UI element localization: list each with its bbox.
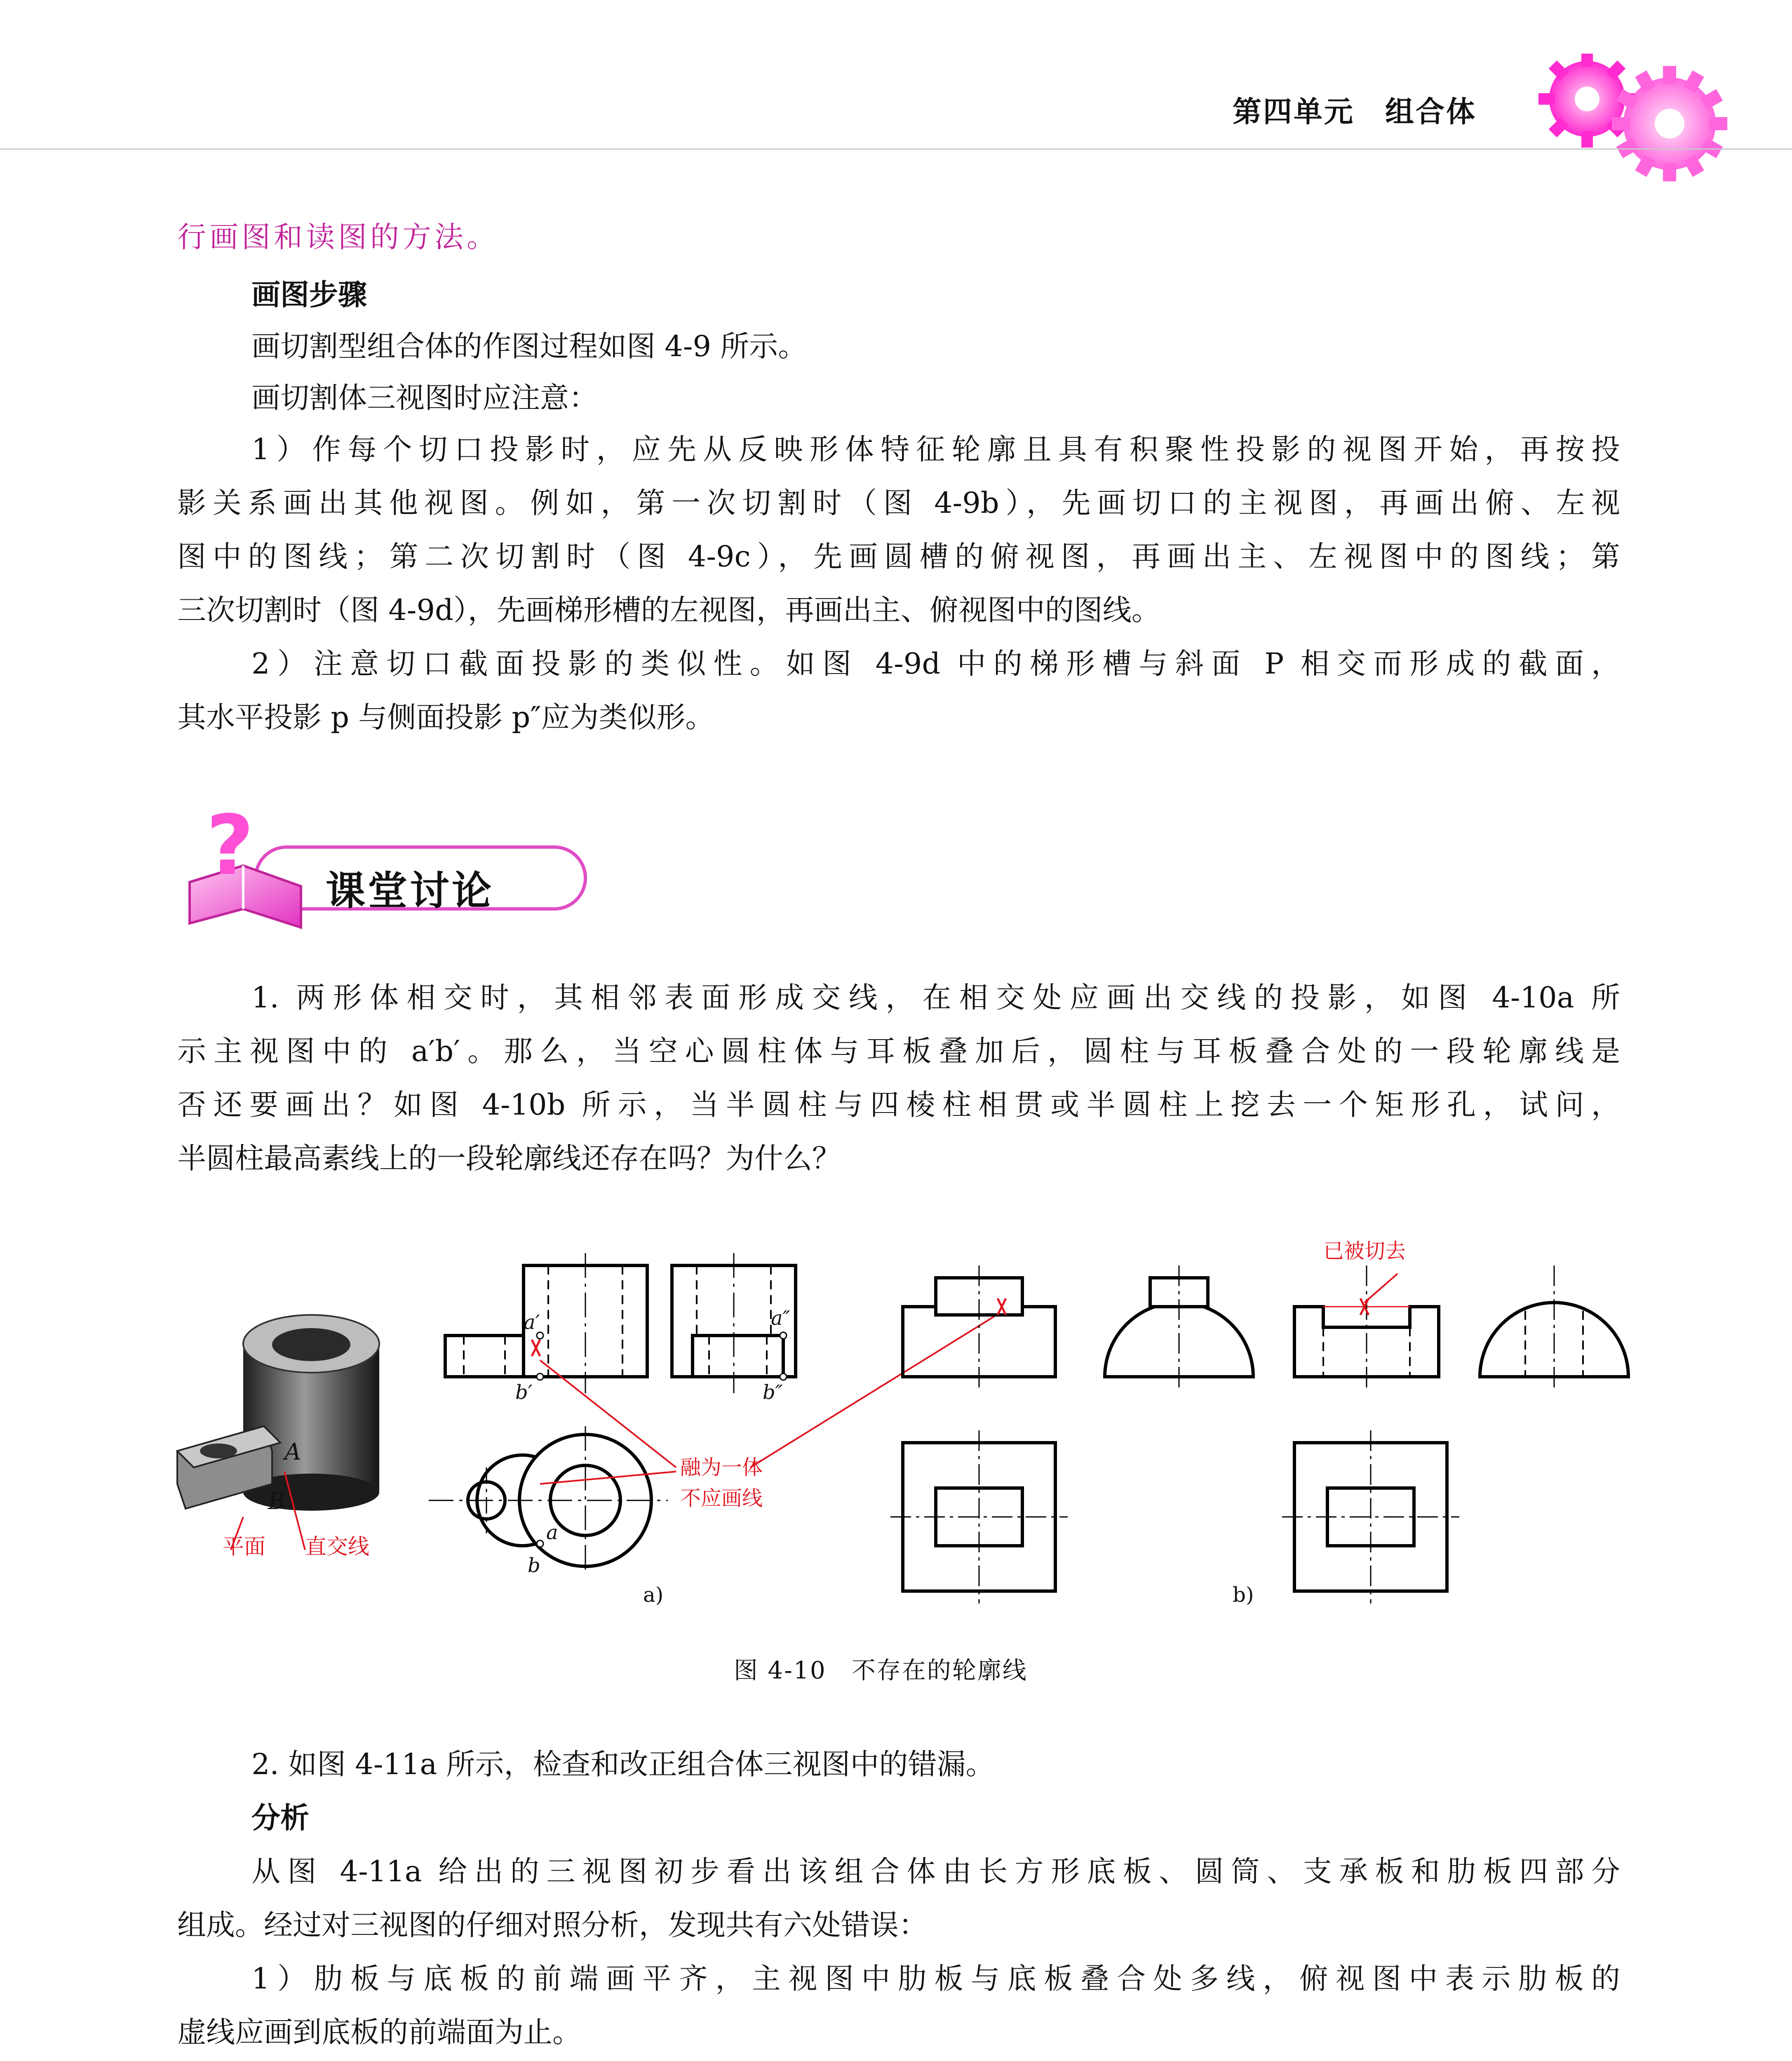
- paragraph-line: 影关系画出其他视图。例如，第一次切割时（图 4-9b），先画切口的主视图，再画出俯、左视: [177, 486, 1620, 520]
- paragraph-line: 虚线应画到底板的前端面为止。: [177, 2015, 581, 2049]
- label-A: A: [284, 1439, 301, 1465]
- label-merged-1: 融为一体: [680, 1455, 763, 1479]
- analysis-heading: 分析: [251, 1801, 309, 1835]
- fig-b-views: [903, 1278, 1253, 1591]
- label-b-prime: b′: [515, 1381, 533, 1404]
- subfigure-a-label: a): [643, 1583, 664, 1607]
- label-a-prime: a′: [524, 1311, 540, 1334]
- subfigure-b-label: b): [1233, 1583, 1254, 1607]
- intro-tail-text: 行画图和读图的方法。: [177, 220, 499, 254]
- fig-a-front-view: [445, 1265, 647, 1377]
- paragraph-line: 1. 两形体相交时，其相邻表面形成交线，在相交处应画出交线的投影，如图 4-10a 所: [251, 981, 1620, 1014]
- paragraph-line: 画切割型组合体的作图过程如图 4-9 所示。: [251, 329, 807, 363]
- paragraph-line: 半圆柱最高素线上的一段轮廓线还存在吗？为什么？: [177, 1141, 841, 1175]
- paragraph-line: 1）肋板与底板的前端画平齐，主视图中肋板与底板叠合处多线，俯视图中表示肋板的: [251, 1962, 1620, 1995]
- paragraph-line: 画切割体三视图时应注意：: [251, 381, 598, 415]
- label-intersect-line: 直交线: [305, 1535, 370, 1559]
- paragraph-line: 其水平投影 p 与侧面投影 p″应为类似形。: [177, 700, 714, 734]
- paragraph-line: 图中的图线；第二次切割时（图 4-9c），先画圆槽的俯视图，再画出主、左视图中的图线；第: [177, 540, 1620, 573]
- svg-text:?: ?: [206, 804, 254, 894]
- label-b: b: [528, 1554, 540, 1577]
- steps-heading: 画图步骤: [251, 278, 367, 312]
- paragraph-line: 2. 如图 4-11a 所示，检查和改正组合体三视图中的错漏。: [251, 1747, 995, 1781]
- paragraph-line: 2）注意切口截面投影的类似性。如图 4-9d 中的梯形槽与斜面 P 相交而形成的截面，: [251, 647, 1620, 681]
- paragraph-line: 否还要画出？如图 4-10b 所示，当半圆柱与四棱柱相贯或半圆柱上挖去一个矩形孔，试问，: [177, 1088, 1620, 1122]
- paragraph-line: 组成。经过对三视图的仔细对照分析，发现共有六处错误：: [177, 1908, 928, 1942]
- label-removed: 已被切去: [1323, 1239, 1406, 1263]
- label-a-double-prime: a″: [771, 1307, 790, 1330]
- cylinder-with-lug-3d: [177, 1315, 379, 1511]
- label-merged-2: 不应画线: [680, 1486, 763, 1510]
- paragraph-line: 1）作每个切口投影时，应先从反映形体特征轮廓且具有积聚性投影的视图开始，再按投: [251, 432, 1620, 466]
- figure-caption: 图 4-10 不存在的轮廓线: [734, 1656, 1028, 1684]
- paragraph-line: 示主视图中的 a′b′。那么，当空心圆柱体与耳板叠加后，圆柱与耳板叠合处的一段轮廓线是: [177, 1034, 1620, 1068]
- label-b-double-prime: b″: [763, 1381, 783, 1404]
- label-a: a: [546, 1521, 558, 1544]
- chapter-header-title: 第四单元 组合体: [1233, 94, 1477, 129]
- label-B: B: [268, 1488, 285, 1515]
- paragraph-line: 从图 4-11a 给出的三视图初步看出该组合体由长方形底板、圆筒、支承板和肋板四部分: [251, 1854, 1620, 1888]
- discussion-title: 课堂讨论: [326, 868, 494, 914]
- label-plane: 平面: [223, 1535, 266, 1559]
- paragraph-line: 三次切割时（图 4-9d），先画梯形槽的左视图，再画出主、俯视图中的图线。: [177, 593, 1160, 627]
